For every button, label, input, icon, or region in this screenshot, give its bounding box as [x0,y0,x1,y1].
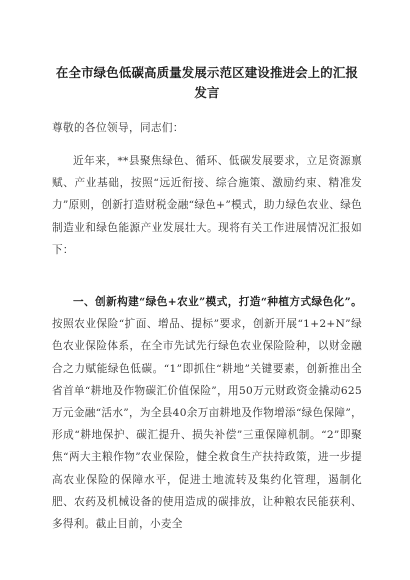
salutation: 尊敬的各位领导，同志们： [52,122,184,134]
section-1-heading: 一、创新构建“绿色+农业”模式，打造“种植方式绿色化”。 [73,296,362,308]
document-title: 在全市绿色低碳高质量发展示范区建设推进会上的汇报发言 [55,65,359,100]
section-1 [52,291,362,535]
intro-paragraph: 近年来，**县聚焦绿色、循环、低碳发展要求，立足资源禀赋、产业基础，按照“远近衔接、综合施策、激励约束、精准发力”原则，创新打造财税金融“绿色+”模式，助力绿色农业、绿色制造业和绿色能源产业发展壮大。现将有关工作进展情况汇报如下： [52,155,362,256]
section-1-body: 按照农业保险“扩面、增品、提标”要求，创新开展“1+2+N”绿色农业保险体系，在全市先试先行绿色农业保险险种，以财金融合之力赋能绿色低碳。“1”即抓住“耕地”关键要素，创新推出全省首单“耕地及作物碳汇价值保险”，用50万元财政资金撬动625万元金融“活水”，为全县40余万亩耕地及作物增添“绿色保障”，形成“耕地保护、碳汇提升、损失补偿”三重保障机制。“2”即聚焦“两大主粮作物”农业保险，健全救食生产扶持政策，进一步提高农业保险的保障水平，促进土地流转及集约化管理，遏制化肥、农药及机械设备的使用造成的碳排放，让种粮农民能获利、多得利。截止目前，小麦全 [52,318,362,531]
